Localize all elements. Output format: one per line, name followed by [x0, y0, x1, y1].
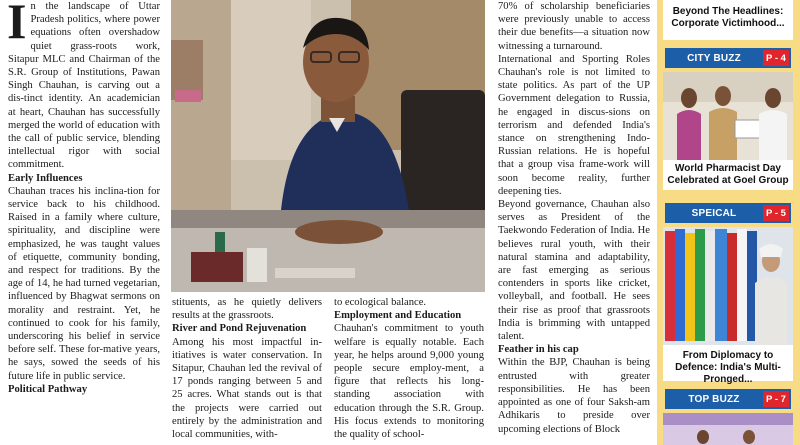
story-thumbnail[interactable]: [663, 227, 793, 345]
article-paragraph: Within the BJP, Chauhan is being entrusted with greater responsibilities. He has been appointed as one of four Saksh-am Adhikaris to preside over upcoming elections of Block: [498, 357, 650, 435]
article-paragraph: Beyond governance, Chauhan also serves as President of the Taekwondo Federation of India. He believes rural youth, with their natural stamina and adaptability, are fast emerging as serious contenders in sports like cricket, volleyball, and football. He sees their rise as proof that grassroots India is brimming with untapped talent.: [498, 199, 650, 343]
subhead-feather-cap: Feather in his cap: [498, 344, 579, 356]
page-number-badge: P - 7: [763, 391, 789, 407]
article-intro: n the landscape of Uttar Pradesh politics, where power equations often overshadow quiet grass-roots work, Sitapur MLC and Chairman of the S.R. Group of Institutions, Pawan Singh Chauhan, is carving out a dis-tinct identity. An academician at heart, Chauhan has successfully merged the world of education with the call of public service, blending intellectual rigor with social commitment.: [8, 1, 160, 171]
tag-label: SPEICAL: [691, 207, 737, 219]
subhead-employment-education: Employment and Education: [334, 310, 462, 322]
tag-special[interactable]: [665, 203, 791, 223]
story-caption[interactable]: From Diplomacy to Defence: India's Multi-Pronged...: [675, 350, 781, 385]
story-caption[interactable]: World Pharmacist Day Celebrated at Goel Group: [667, 163, 789, 186]
article-column-1: [8, 0, 160, 396]
drop-cap: I: [7, 0, 27, 49]
article-paragraph: 70% of scholarship beneficiaries were previously unable to access their due benefits—a situation now witnessing a turnaround.: [498, 1, 650, 52]
article-paragraph-lead: to ecological balance.: [334, 297, 427, 308]
subhead-early-influences: Early Influences: [8, 172, 83, 184]
sidebar-story-card[interactable]: [663, 0, 793, 40]
story-thumbnail[interactable]: [663, 413, 793, 445]
subhead-river-pond: River and Pond Rejuvenation: [172, 323, 307, 335]
sidebar: [657, 0, 800, 445]
article-column-4: [498, 0, 650, 436]
article-paragraph: Chauhan traces his inclina-tion for service back to his childhood. Raised in a family where culture, spirituality, and discipline were emphasized, he was taught values of etiquette, community bonding, and respect for traditions. By the age of 14, he had turned vegetarian, influenced by Bhagwat sermons on morality and restraint. Yet, he continued to cook for his family, underscoring his belief in service before self. These for-mative years, he says, sowed the seeds of his future life in public service.: [8, 185, 160, 382]
page-number-badge: P - 5: [763, 205, 789, 221]
article-paragraph: International and Sporting Roles Chauhan's role is not limited to state politics. As part of the UP Government delegation to Russia, he engaged in discus-sions on terrorism and defended India's stance on strengthening Indo-Russian relations. He is hopeful that a group visa frame-work will soon become reality, further deepening ties.: [498, 53, 650, 197]
article-paragraph-lead: stituents, as he quietly delivers results at the grassroots.: [172, 297, 322, 322]
sidebar-story-card[interactable]: [663, 160, 793, 190]
tag-city-buzz[interactable]: [665, 48, 791, 68]
tag-top-buzz[interactable]: [665, 389, 791, 409]
sidebar-story-card[interactable]: [663, 345, 793, 385]
tag-label: TOP BUZZ: [688, 393, 740, 405]
story-caption[interactable]: Beyond The Headlines: Corporate Victimhood...: [671, 6, 785, 29]
article-column-2: [172, 296, 322, 441]
article-column-3: [334, 296, 484, 441]
article-paragraph: Chauhan's commitment to youth welfare is equally notable. Each year, he helps around 9,000 young people secure employ-ment, a figure that reflects his long-standing association with education through the S.R. Group. His focus extends to monitoring the quality of school-: [334, 323, 484, 441]
page-number-badge: P - 4: [763, 50, 789, 66]
article-paragraph: Among his most impactful in-itiatives is water conservation. In Sitapur, Chauhan led the revival of 17 ponds ranging between 5 and 25 acres. What stands out is that the projects were carried out entirely by the administration and local communities, with-: [172, 336, 322, 441]
article-photo: [171, 0, 485, 292]
subhead-political-pathway: Political Pathway: [8, 383, 88, 395]
story-thumbnail[interactable]: [663, 72, 793, 160]
tag-label: CITY BUZZ: [687, 52, 741, 64]
